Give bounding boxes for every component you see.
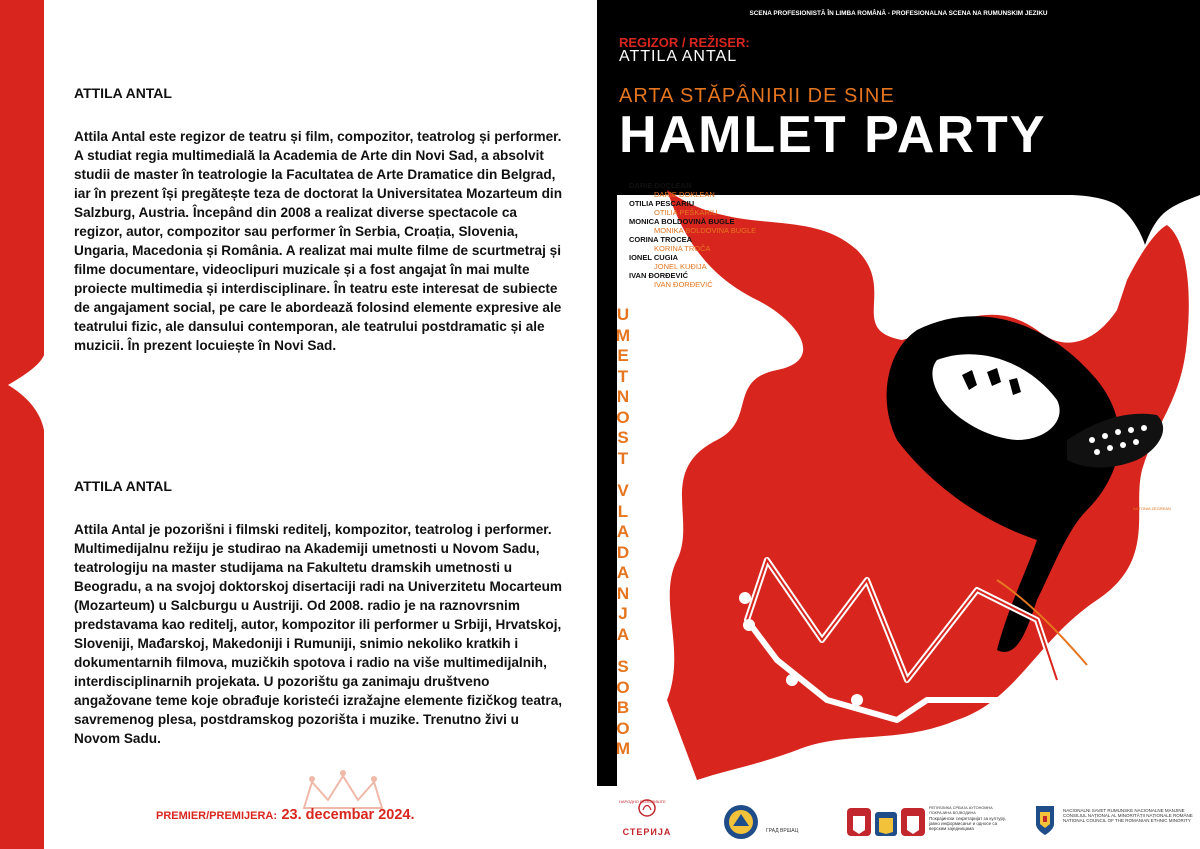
- vertical-letter: O: [616, 407, 630, 427]
- cast-list: [629, 181, 829, 289]
- bio-romanian: [74, 85, 564, 355]
- bio-text: Attila Antal je pozorišni i filmski reditelj, kompozitor, teatrolog i performer. Multimedijalnu režiju je studirao na Akademiji umetnosti u Novom Sadu, teatrologiju na master studijama na Fakultetu dramskih umetnosti u Beogradu, a na svojoj doktorskoj disertaciji radi na Univerzitetu Mocarteum (Mozarteum) u Salcburgu u Austriji. Od 2008. radio je na raznovrsnim predstavama kao reditelj, autor, kompozitor ili performer u Srbiji, Hrvatskoj, Sloveniji, Mađarskoj, Makedoniji i Rumuniji, snimio nekoliko kratkih i dokumentarnih filmova, muzičkih spotova i radio na više multimedijalnih, interdisciplinarnih projekata. U pozorištu ga zanimaju društveno angažovane teme koje obrađuje koristeći izražajne elemente fizičkog teatra, savremenog plesa, postdramskog pozorišta i muzike. Trenutno živi u Novom Sadu.: [74, 522, 563, 746]
- poster-title: HAMLET PARTY: [619, 106, 1047, 164]
- vertical-letter: V: [617, 481, 629, 500]
- premiere-label: PREMIER/PREMIJERA:: [156, 810, 278, 822]
- apv-text: [929, 806, 1011, 831]
- vertical-slogan: [609, 305, 637, 760]
- vertical-letter: N: [616, 583, 630, 603]
- cast-member: OTILIA PESCARIU OTILIA PEŠKARIU: [629, 199, 718, 217]
- serbia-vojvodina-arms-icon: [845, 804, 927, 838]
- vertical-letter: T: [617, 448, 629, 468]
- poster-top-line: SCENA PROFESIONISTĂ ÎN LIMBA ROMÂNĂ - PROFESIONALNA SCENA NA RUMUNSKIM JEZIKU: [749, 10, 1048, 17]
- vertical-letter: E: [617, 346, 629, 365]
- vrsac-label: ГРАД ВРШАЦ: [766, 828, 799, 834]
- poster-subtitle: ARTA STĂPÂNIRII DE SINE: [619, 85, 895, 107]
- vertical-letter: A: [616, 522, 630, 541]
- vertical-letter: S: [617, 657, 629, 676]
- vertical-letter: O: [616, 677, 630, 697]
- vertical-word: [609, 657, 637, 760]
- vertical-letter: L: [617, 501, 629, 521]
- sponsor-logos: [597, 786, 1200, 849]
- vertical-word: [609, 305, 637, 469]
- red-wave-strip: [0, 0, 44, 849]
- cast-member: CORINA TROCEA KORINA TROČA: [629, 235, 711, 253]
- apv-label: Покрајински секретаријат за културу, јавно информисање и односе са верским заједницама: [929, 816, 1006, 831]
- sterija-label: СТЕРИЈА: [622, 827, 672, 837]
- vertical-letter: M: [615, 325, 631, 345]
- council-shield-icon: [1035, 804, 1055, 836]
- bio-heading: ATTILA ANTAL: [74, 478, 172, 494]
- vrsac-coat-of-arms-icon: [723, 804, 759, 840]
- vertical-letter: T: [617, 366, 629, 386]
- bio-heading: ATTILA ANTAL: [74, 85, 172, 101]
- vertical-letter: N: [616, 387, 630, 406]
- cast-member: IVAN ĐORĐEVIĆ IVAN ĐORĐEVIĆ: [629, 271, 713, 289]
- sterija-emblem-icon: [617, 798, 677, 824]
- vrsac-logo: [723, 804, 763, 845]
- premiere-line: [156, 806, 415, 824]
- director-label: REGIZOR / REŽISER:: [619, 35, 750, 50]
- vertical-letter: U: [616, 305, 630, 324]
- cast-member: IONEL CUGIA JONEL KUĐIJA: [629, 253, 707, 271]
- cast-member: DARIE DOCLEAN DARIE DOKLEAN: [629, 181, 715, 199]
- vertical-letter: B: [616, 698, 630, 717]
- bio-serbian: [74, 478, 564, 748]
- sterija-small-label: НАРОДНО ПОЗОРИШТЕ: [619, 799, 666, 804]
- vertical-letter: A: [616, 563, 630, 582]
- bio-text: Attila Antal este regizor de teatru și film, compozitor, teatrolog și performer. A studiat regia multimedială la Academia de Arte din Novi Sad, a absolvit studii de master în teatrologie la Facultatea de Arte Dramatice din Belgrad, iar în prezent își pregătește teza de doctorat la Universitatea Mozarteum din Salzburg, Austria. Începând din 2008 a realizat diverse spectacole ca regizor, autor, compozitor sau performer în Serbia, Croația, Slovenia, Ungaria, Macedonia și România. A realizat mai multe filme de scurtmetraj și filme documentare, videoclipuri muzicale și a fost angajat în mai multe proiecte multimedia și interdisciplinare. În teatru este interesat de subiecte de angajament social, pe care le abordează folosind elemente expresive ale teatrului fizic, ale dansului contemporan, ale teatrului postdramatic și ale muzicii. În prezent locuiește în Novi Sad.: [74, 129, 562, 353]
- vertical-letter: O: [616, 718, 630, 738]
- artist-credit: ANTONIA ZEGREAN: [1133, 506, 1171, 511]
- premiere-date: 23. decembar 2024.: [281, 807, 415, 823]
- council-label: NACIONALNI SAVET RUMUNSKE NACIONALNE MANJINE CONSILIUL NAȚIONAL AL MINORITĂȚII NAȚIONALE ROMÂNE NATIONAL COUNCIL OF THE ROMANIAN ETHNIC MINORITY: [1063, 808, 1193, 823]
- vertical-letter: M: [615, 739, 631, 758]
- sterija-logo: [617, 798, 677, 837]
- vertical-letter: J: [618, 604, 628, 623]
- council-logo: [1035, 804, 1055, 841]
- vertical-letter: D: [616, 542, 630, 562]
- cast-member: MONICA BOLDOVINĂ BUGLE MONIKA BOLDOVINA BUGLE: [629, 217, 757, 235]
- vertical-letter: A: [616, 624, 630, 644]
- poster: [597, 0, 1200, 786]
- director-name: ATTILA ANTAL: [619, 48, 738, 65]
- vertical-letter: S: [617, 428, 629, 447]
- vertical-word: [609, 481, 637, 645]
- apv-small-label: РЕПУБЛИКА СРБИЈА АУТОНОМНА ПОКРАЈИНА ВОЈВОДИНА: [929, 806, 993, 815]
